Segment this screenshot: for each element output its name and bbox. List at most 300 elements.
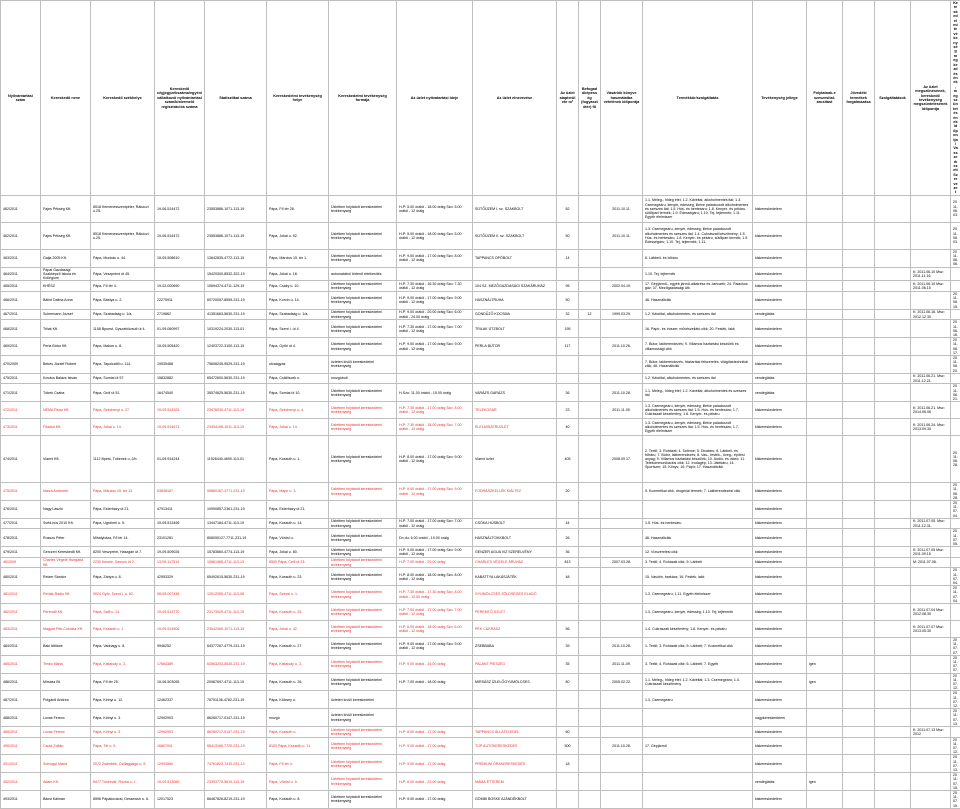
table-cell: 2011.10.28. <box>601 384 643 402</box>
table-row <box>1 547 960 558</box>
table-cell: Fajes Pékség Kft. <box>41 222 91 249</box>
table-cell: 489/2011 <box>1 727 41 738</box>
table-cell <box>601 529 643 547</box>
table-cell <box>807 755 843 773</box>
table-cell: üzleten kívüli kereskedelmi tevékenység <box>329 709 397 727</box>
table-cell <box>155 267 205 281</box>
table-cell <box>911 338 951 356</box>
table-cell <box>601 547 643 558</box>
table-cell: 64377267-4779-231-19 <box>205 637 267 655</box>
table-cell <box>579 222 601 249</box>
table-cell: H-P: 9.00 órától - 17.00 óráig Szo: 9.00 órától - 12 óráig <box>397 483 473 501</box>
table-cell: mozgó <box>267 709 329 727</box>
table-cell: kiskereskedelem <box>753 267 807 281</box>
table-cell: Üzletben folytatott kereskedelmi tevékenység <box>329 338 397 356</box>
table-cell: PÉK CUKRÁSZ <box>473 620 557 637</box>
table-cell: 117 <box>557 338 579 356</box>
column-header: Befogadóképesség (fogyasztótér) fő <box>579 1 601 196</box>
table-cell: kiskereskedelem <box>753 603 807 620</box>
table-row <box>1 309 960 320</box>
table-cell: 95 <box>557 281 579 292</box>
table-cell <box>473 500 557 518</box>
table-cell: kiskereskedelem <box>753 281 807 292</box>
table-cell <box>875 727 911 738</box>
table-cell: Üzletben folytatott kereskedelmi tevékenység <box>329 637 397 655</box>
table-cell: 2011.06.28. <box>951 483 960 501</box>
table-cell: HASZNÁLTRUHA <box>473 291 557 309</box>
table-cell <box>951 373 960 384</box>
table-cell: 2011.10.26. <box>601 338 643 356</box>
table-cell <box>843 568 875 586</box>
table-cell: 19-06-514472 <box>155 195 205 222</box>
table-cell: K: 2011.07.07 Msz: 2013.05.30 <box>911 620 951 637</box>
table-cell: 19-09-508610 <box>155 249 205 267</box>
table-cell: 2011.06.21. <box>951 384 960 402</box>
table-cell: Pápa, Major u. 3. <box>267 483 329 501</box>
column-header: Tevékenység jellege <box>753 1 807 196</box>
table-cell: 466/2011 <box>1 291 41 309</box>
table-cell <box>843 338 875 356</box>
table-cell: Pápa, Somlai út 97. <box>91 373 155 384</box>
table-cell: 40 <box>557 419 579 436</box>
table-cell: Charles Végelé Hungária Kft. <box>41 557 91 568</box>
table-cell: H-P: 9.00 órától - 17.00 óráig Szo: 8.00 órától - 12 óráig <box>397 249 473 267</box>
table-cell: 10990857-2361-231-19 <box>205 500 267 518</box>
table-cell <box>473 355 557 373</box>
table-cell: 1112 Bpest, Tóbenek u. 2/b. <box>91 436 155 483</box>
table-cell: Pápa, Salfi u. 21. <box>91 603 155 620</box>
column-header: Kereskedő neve <box>41 1 91 196</box>
table-cell: Adam Kft. <box>41 773 91 791</box>
table-cell: Üzletben folytatott kereskedelmi tevékenység <box>329 727 397 738</box>
table-cell: Pápa, Jókai u. 14. <box>267 419 329 436</box>
table-cell: 19535488 <box>155 355 205 373</box>
table-cell: Üzletben folytatott kereskedelmi tevékenység <box>329 222 397 249</box>
table-cell: Pápai Gazdasági Szakképző Iskola és Kollégium <box>41 267 91 281</box>
table-cell <box>807 529 843 547</box>
table-cell: Reizer Sándor <box>41 568 91 586</box>
table-cell: 2011.06.03. <box>951 222 960 249</box>
table-cell <box>473 267 557 281</box>
table-cell: 13-09-117514 <box>155 557 205 568</box>
table-cell <box>807 557 843 568</box>
table-cell: 467/2011 <box>1 309 41 320</box>
table-cell: 23454198-1011-113-19 <box>205 419 267 436</box>
table-cell: 65413169-7720-231-19 <box>205 737 267 755</box>
table-cell: 53846167 <box>155 483 205 501</box>
table-row <box>1 291 960 309</box>
table-cell <box>843 547 875 558</box>
table-cell: 19-06-503095 <box>155 673 205 691</box>
table-cell: 475/2011 <box>1 373 41 384</box>
table-cell: 32 <box>557 309 579 320</box>
table-cell: 1.3. Csemegeáru, kenyér, édesség, illetve palackozott alkoholmentes és szeszes ital; 1.5. Hús- és hentesáru; 1.7. Cukrászati készítmény; 1.8. Kenyér- és pékáru <box>643 402 753 419</box>
table-cell: kiskereskedelem <box>753 568 807 586</box>
table-cell: igen <box>807 673 843 691</box>
table-cell <box>875 737 911 755</box>
table-cell: Pápa, Esterházy út 21. <box>267 500 329 518</box>
table-cell: Bekes József Róbert <box>41 355 91 373</box>
table-cell: 14 <box>557 249 579 267</box>
table-cell: CSÓKA HÚSBOLT <box>473 518 557 529</box>
table-cell: 12403722-3100-113-19 <box>205 338 267 356</box>
table-cell: Viarmi Kft. <box>41 436 91 483</box>
table-cell: Pápa, Kölcsey u. <box>267 691 329 709</box>
table-cell: Pápa, Jókai u. 18. <box>267 267 329 281</box>
table-cell <box>579 291 601 309</box>
table-cell: H-P: 9.00 órától - 17.00 óráig <box>397 737 473 755</box>
table-cell <box>557 355 579 373</box>
table-cell <box>579 620 601 637</box>
table-cell: 19-09-505420 <box>155 338 205 356</box>
table-cell <box>911 673 951 691</box>
table-cell: 491/2011 <box>1 755 41 773</box>
table-cell: 46. Használtcikk <box>643 291 753 309</box>
table-cell: kiskereskedelem <box>753 547 807 558</box>
table-cell: 65492615-5630-231-19 <box>205 568 267 586</box>
table-cell: 23553886-1071-113-19 <box>205 222 267 249</box>
table-cell: 2011.06.03. <box>951 195 960 222</box>
table-cell <box>843 267 875 281</box>
table-cell: 477/2011 <box>1 518 41 529</box>
table-cell <box>911 384 951 402</box>
table-cell: üzleten kívüli kereskedelmi <box>329 691 397 709</box>
table-cell: 80 <box>557 673 579 691</box>
table-cell <box>579 673 601 691</box>
table-cell: 468/2011 <box>1 320 41 338</box>
table-cell: 15429300-8532-322-19 <box>205 267 267 281</box>
table-cell: kiskereskedelem <box>753 402 807 419</box>
table-cell: 8596 Pápakovácsi, Dessewsh u. 6. <box>91 791 155 809</box>
table-cell: TOP AUTÓKERESKEDÉS <box>473 737 557 755</box>
table-cell: 500 <box>557 737 579 755</box>
table-cell: 23476030-4711-113-19 <box>205 402 267 419</box>
table-cell <box>557 691 579 709</box>
table-cell <box>951 419 960 436</box>
table-cell: 35574625-5630-231-19 <box>205 384 267 402</box>
table-cell: 8500 Pápa, Celli út 23. <box>267 557 329 568</box>
table-cell: Gaija 2005 Kft. <box>41 249 91 267</box>
table-row <box>1 338 960 356</box>
table-cell: 3. Textil; 4. Ruházati cikk; 6. Lábbeli; 7. Egyéb <box>643 655 753 673</box>
table-cell: kiskereskedelem <box>753 483 807 501</box>
table-cell <box>643 500 753 518</box>
table-cell <box>807 620 843 637</box>
table-cell: 2011.07.07. <box>951 655 960 673</box>
table-cell: kiskereskedelem <box>753 195 807 222</box>
table-cell: 11526440-4690-113-01 <box>205 436 267 483</box>
column-header: Kereskedelmi tevékenység helye <box>267 1 329 196</box>
table-cell <box>807 737 843 755</box>
table-cell: 464/2011 <box>1 267 41 281</box>
table-cell: kiskereskedelem <box>753 320 807 338</box>
table-cell: 405 <box>557 436 579 483</box>
table-cell <box>807 249 843 267</box>
table-cell: kiskereskedelem <box>753 691 807 709</box>
table-row <box>1 691 960 709</box>
table-cell <box>843 557 875 568</box>
table-cell: 2230 Kecele, Szuszó út 2. <box>91 557 155 568</box>
table-cell: igen <box>807 773 843 791</box>
table-cell: 20987697-4711-113-19 <box>205 673 267 691</box>
table-cell: Svéd-hús 2010 Kft. <box>41 518 91 529</box>
column-header: Kereskedő székhelye <box>91 1 155 196</box>
table-cell: 19-09-509026 <box>155 547 205 558</box>
table-cell: 481/2011 <box>1 586 41 604</box>
table-cell: Mirsász Bt. <box>41 673 91 691</box>
column-header: Kereskedelmi tevékenység megkezdésének, megszüntetésének időpontja / Vasszerkezeti Szervezet <box>951 1 960 196</box>
table-cell: kiskereskedelem <box>753 620 807 637</box>
table-cell <box>843 384 875 402</box>
table-cell: H-P: 7.30 órától - 17.00 óráig Szo: 8.00 órától - 12 óráig <box>397 402 473 419</box>
table-cell <box>579 249 601 267</box>
table-cell: automatából történő értékesítés <box>329 267 397 281</box>
table-cell: K: 2011.07.05 Msz: 2011.09.15 <box>911 547 951 558</box>
table-cell: H-P: 9.00 órától - 17.00 óráig <box>397 791 473 809</box>
table-cell <box>843 436 875 483</box>
table-cell: H-P: 8.00 órától - 17.00 óráig <box>397 727 473 738</box>
table-cell: H-P: 7.00 órától - 20.00 óráig <box>397 557 473 568</box>
table-cell: Pápa, Korvin u. 14. <box>267 291 329 309</box>
table-cell: 12992903 <box>155 709 205 727</box>
table-cell <box>807 436 843 483</box>
table-cell: H-P: 7.00 órától - 17.00 óráig Szo: 7.00 órától - 12 óráig <box>397 518 473 529</box>
table-cell: kiskereskedelem <box>753 419 807 436</box>
table-cell: H-P: 8.00 órától - 17.00 óráig Szo: 9.00 órától - 12 óráig <box>397 436 473 483</box>
table-cell <box>579 557 601 568</box>
table-cell: Üzletben folytatott kereskedelmi tevékenység <box>329 755 397 773</box>
column-header: Az üzlet megszűnésének, kereskedő tevékenység megszüntetésének időpontja <box>911 1 951 196</box>
table-cell: GENZER AGUA VIZ SZERELVÉNY <box>473 547 557 558</box>
table-cell: 2005.02.22. <box>601 673 643 691</box>
column-header: Termékkör/szolgáltatás <box>643 1 753 196</box>
table-cell: Pápa, Tél u. 5. <box>91 737 155 755</box>
table-cell <box>643 755 753 773</box>
table-cell: CHARLES VÉGELE ÁRUHÁZ <box>473 557 557 568</box>
table-cell: 66467826-8219-231-19 <box>205 791 267 809</box>
table-cell <box>911 500 951 518</box>
table-cell: KABATTYA LAKÁSJÁTÉK <box>473 568 557 586</box>
table-cell <box>579 773 601 791</box>
table-cell: Perla Bútor Kft. <box>41 338 91 356</box>
table-cell <box>843 691 875 709</box>
table-cell: kiskereskedelem <box>753 518 807 529</box>
table-cell: Lovas Ferenc <box>41 709 91 727</box>
table-row <box>1 773 960 791</box>
table-cell: 469/2011 <box>1 338 41 356</box>
table-cell: Üzletben folytatott kereskedelmi tevékenység <box>329 281 397 292</box>
table-cell: 2011.10.11. <box>601 195 643 222</box>
table-cell: Pápa, Fő tér 4. <box>91 281 155 292</box>
table-cell: Üzletben folytatott kereskedelmi tevékenység <box>329 402 397 419</box>
table-row <box>1 620 960 637</box>
table-cell <box>875 483 911 501</box>
table-row <box>1 655 960 673</box>
table-cell: 2719862 <box>155 309 205 320</box>
table-cell: 18 <box>557 755 579 773</box>
table-cell <box>843 791 875 809</box>
table-cell: 1. Textil; 3. Ruházati cikk; 5. Lábbeli; 7. Kozmetikai cikk <box>643 637 753 655</box>
table-cell: 23 <box>557 402 579 419</box>
table-cell <box>473 691 557 709</box>
table-cell <box>601 483 643 501</box>
table-cell: kiskereskedelem <box>753 222 807 249</box>
table-cell <box>951 309 960 320</box>
table-cell: GONDŰZŐ KOCSMA <box>473 309 557 320</box>
table-cell <box>843 637 875 655</box>
table-cell: 41351663-5630-231-19 <box>205 309 267 320</box>
table-cell: 15832882 <box>155 373 205 384</box>
table-cell: Pápa, Csikiliscek u. <box>267 373 329 384</box>
table-cell: Schermann József <box>41 309 91 320</box>
table-cell <box>875 603 911 620</box>
table-cell: 2011.06.28. <box>951 436 960 483</box>
table-cell: 1.3. Csemegeáru, kenyér, édesség; 1.10. Tej, tejtermék <box>643 603 753 620</box>
table-row <box>1 755 960 773</box>
table-cell: Nagy László <box>41 500 91 518</box>
table-row <box>1 737 960 755</box>
table-cell: 2011.10.28. <box>601 737 643 755</box>
table-cell: 36 <box>557 547 579 558</box>
table-cell: 46/2009 <box>1 557 41 568</box>
table-cell <box>875 402 911 419</box>
table-cell <box>843 773 875 791</box>
table-cell <box>843 603 875 620</box>
table-cell: 56 <box>557 620 579 637</box>
table-cell: 480/2011 <box>1 568 41 586</box>
table-cell: Csuta Zoltán <box>41 737 91 755</box>
table-cell: Pápa, Ugróheti u. 5. <box>91 518 155 529</box>
table-cell <box>875 673 911 691</box>
table-cell: 2011.07.13. <box>951 709 960 727</box>
table-cell: 1.3. Csemegeáru, kenyér, édesség, illetve palackozott alkoholmentes és szeszes ital; 1.5. Hús- és hentesáru; 1.7. Egyéb élelmiszer <box>643 419 753 436</box>
table-cell <box>643 709 753 727</box>
table-cell <box>557 373 579 384</box>
table-cell: Baki Attiláné <box>41 637 91 655</box>
table-cell <box>875 518 911 529</box>
table-cell: 2011.07.12. <box>951 691 960 709</box>
table-cell: kiskereskedelem <box>753 586 807 604</box>
table-cell <box>579 267 601 281</box>
table-cell: Pápa, Vörösl u. <box>267 529 329 547</box>
table-cell: Üzletben folytatott kereskedelmi tevékenység <box>329 737 397 755</box>
table-cell: 2011.07.07. <box>951 637 960 655</box>
table-cell: Pápa, Malom u. 8. <box>91 338 155 356</box>
table-cell: Üzletben folytatott kereskedelmi tevékenység <box>329 320 397 338</box>
table-cell <box>875 568 911 586</box>
table-cell: Pápa, Jókai u. 80. <box>267 547 329 558</box>
table-cell: H-P: 7.30 órától - 17.30 óráig Szo: 8.00 órától - 12.00 óráig <box>397 586 473 604</box>
table-cell: Lovas Ferenc <box>41 727 91 738</box>
table-cell: H-P: 6.00 órától - 18.00 óráig Szo: 6.00 órától - 12 óráig <box>397 620 473 637</box>
table-cell: 487/2011 <box>1 691 41 709</box>
table-cell <box>397 500 473 518</box>
table-cell: Üzletben folytatott kereskedelmi tevékenység <box>329 436 397 483</box>
table-cell: 1.3. Csemegeáru, kenyér, édesség, illetve palackozott alkoholmentes és szeszes ital; 1.4. Cukrászati készítmény; 1.5. Hús- és hentesáru; 1.8. Kenyér- és pékáru, sütőipari termék; 1.9. Édességáru; 1.10. Tej, tejtermék; 1.11. <box>643 222 753 249</box>
table-cell: 12993560 <box>155 755 205 773</box>
table-cell: 22275911 <box>155 291 205 309</box>
table-cell <box>601 291 643 309</box>
table-cell: Bálint Dalma Anna <box>41 291 91 309</box>
table-cell: 7. Bútor, lakberendezés; 9. Villamos háztartási készülék és villamossági cikk <box>643 338 753 356</box>
table-cell: Üzletben folytatott kereskedelmi tevékenység <box>329 673 397 691</box>
table-cell <box>807 338 843 356</box>
table-cell: 490/2011 <box>1 737 41 755</box>
column-header: Szolgáltatások <box>875 1 911 196</box>
table-cell <box>843 673 875 691</box>
table-cell <box>807 373 843 384</box>
table-cell <box>875 320 911 338</box>
column-header: Az üzlet alapterülete m² <box>557 1 579 196</box>
table-cell <box>843 222 875 249</box>
table-cell <box>843 483 875 501</box>
table-cell: 479/2011 <box>1 547 41 558</box>
table-cell <box>911 691 951 709</box>
table-cell <box>875 249 911 267</box>
table-cell: Pápa, Kossuth u. 1. <box>91 620 155 637</box>
table-cell: igen <box>807 655 843 673</box>
table-cell <box>911 249 951 267</box>
table-cell: 26 <box>557 529 579 547</box>
table-cell <box>951 547 960 558</box>
table-cell <box>601 691 643 709</box>
table-cell: 2011.06.15. <box>951 291 960 309</box>
table-cell: 486/2011 <box>1 673 41 691</box>
table-cell: 19-09-514671 <box>155 419 205 436</box>
table-cell <box>843 586 875 604</box>
table-cell <box>601 773 643 791</box>
table-cell: 16807911 <box>155 737 205 755</box>
table-cell <box>807 309 843 320</box>
table-cell: kiskereskedelem <box>753 500 807 518</box>
table-cell <box>843 249 875 267</box>
table-cell: 12992903 <box>155 727 205 738</box>
table-cell: Pápa, Esterházy út 21. <box>91 500 155 518</box>
table-cell: 15. Vasútin, barkács; 16. Festék, lakk <box>643 568 753 586</box>
table-row <box>1 673 960 691</box>
table-cell: ZSEBBABA <box>473 637 557 655</box>
table-cell: MIRSÁSZ ÍZLELŐGYÜMÖLCSES <box>473 673 557 691</box>
table-cell <box>807 402 843 419</box>
table-cell <box>911 773 951 791</box>
table-cell <box>875 338 911 356</box>
table-cell: 1.1. Meleg-, hideg étel; 1.2. Kávéital, alkoholmentes ital; 1.3. Csemegeáru, kenyér, édesség, illetve palackozott alkoholmentes és szeszes ital; 1.5. Hús- és hentesáru; 1.8. Kenyér- és pékáru, sütőipari termék; 1.9. Édességáru; 1.10. Tej, tejtermék; 1.11. Egyéb élelmiszer <box>643 195 753 222</box>
table-cell: 86260717-0147-231-19 <box>205 727 267 738</box>
table-cell: Pápa, Kossuth u. 27. <box>267 637 329 655</box>
table-cell: Pápa, Somlai út 10. <box>267 384 329 402</box>
table-cell <box>807 791 843 809</box>
table-cell <box>875 309 911 320</box>
table-cell: Üzletben folytatott kereskedelmi tevékenység <box>329 603 397 620</box>
table-cell: H-P: 9.00 órától - 16.00 óráig <box>397 655 473 673</box>
table-row <box>1 791 960 809</box>
table-cell <box>601 320 643 338</box>
table-cell: 48 <box>557 568 579 586</box>
table-cell <box>875 620 911 637</box>
table-cell: 86260717-0147-231-19 <box>205 709 267 727</box>
table-cell: K: 2011.07.13 Msz: 2012 <box>911 727 951 738</box>
table-cell: Pápa, Munkás u. 44. <box>91 249 155 267</box>
table-cell: 60720057-8559-231-19 <box>205 291 267 309</box>
table-cell: H-P: 9.00 órától - 17.00 óráig Szo: 9.00 órától - 12 óráig <box>397 547 473 558</box>
table-row <box>1 267 960 281</box>
table-cell <box>843 709 875 727</box>
table-cell: 76751136-4782-231-19 <box>205 691 267 709</box>
table-cell: 2072 Zsámbék, Csillaggalgó u. 5. <box>91 755 155 773</box>
table-cell: K: 2011.06.24. Msz: 2013.09.30 <box>911 419 951 436</box>
table-cell: Üzletben folytatott kereskedelmi tevékenység <box>329 483 397 501</box>
table-cell: PEREMTŐ ÜZLET <box>473 603 557 620</box>
